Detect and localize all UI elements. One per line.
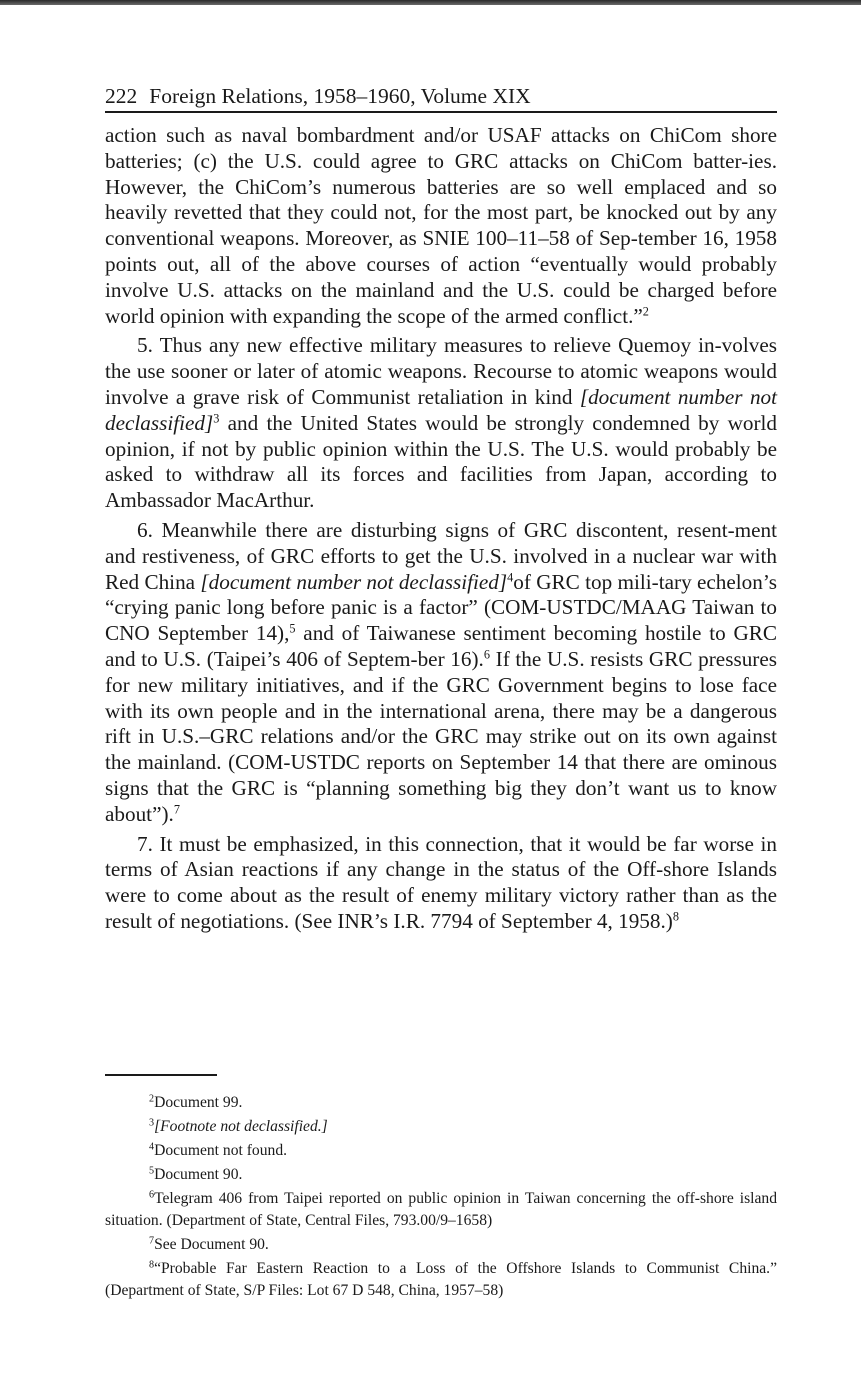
paragraph-text: and the United States would be strongly condemned by world opinion, if not by public opinion within the U.S. The U.S. would probably be asked to withdraw all its forces and facilities from Japan, according to Ambassador MacArthur. [105,410,777,513]
footnote [105,1116,777,1138]
footnote-number: 5 [149,1165,155,1177]
footnote-separator [105,1074,217,1076]
footnote-ref: 6 [483,647,490,662]
footnote-ref: 3 [213,411,220,426]
footnote-number: 7 [149,1235,155,1247]
paragraph-number: 6. [137,517,153,542]
paragraph-7 [105,832,777,935]
footnote [105,1258,777,1302]
footnote-number: 6 [149,1189,155,1201]
footnote-text: [Footnote not declassified.] [154,1118,328,1135]
footnote-ref: 2 [642,303,649,318]
redaction-note: [document number not declassified] [105,384,778,435]
paragraph-text: action such as naval bombardment and/or USAF attacks on ChiCom shore batteries; (c) the U.S. could agree to GRC attacks on ChiCom batter-ies. However, the ChiCom’s numerous batteries are so well emplaced and so heavily revetted that they could not, for the most part, be knocked out by any conventional weapons. Moreover, as SNIE 100–11–58 of Sep-tember 16, 1958 points out, all of the above courses of action “eventually would probably involve U.S. attacks on the mainland and the U.S. could be charged before world opinion with expanding the scope of the armed conflict.” [105,123,777,328]
paragraph-number: 7. [137,831,153,856]
paragraph-text: It must be emphasized, in this connection, that it would be far worse in terms of Asian reactions if any change in the status of the Off-shore Islands were to come about as the result of enemy military victory rather than as the result of negotiations. (See INR’s I.R. 7794 of September 4, 1958.) [105,831,778,933]
footnote [105,1140,777,1162]
document-page [105,82,777,939]
footnote-ref: 8 [672,909,679,924]
body-text [105,123,777,935]
redaction-note: [document number not declassified] [200,569,508,594]
footnote-text: Document 99. [154,1094,243,1111]
footnote [105,1234,777,1256]
paragraph-text: and of Taiwanese sentiment becoming hostile to GRC and to U.S. (Taipei’s 406 of Septem-ber 16). [105,621,778,671]
footnote [105,1164,777,1186]
footnote-ref: 5 [289,621,296,636]
footnote-number: 3 [149,1117,155,1129]
paragraph-5 [105,333,777,514]
paragraph-text: If the U.S. resists GRC pressures for new military initiatives, and if the GRC Government begins to lose face with its own people and in the international arena, there may be a dangerous rift in U.S.–GRC relations and/or the GRC may strike out on its own against the mainland. (COM-USTDC reports on September 14 that there are ominous signs that the GRC is “planning something big they don’t want us to know about”). [105,646,777,826]
footnote-text: Document 90. [154,1166,243,1183]
footnote-number: 4 [149,1141,155,1153]
page-number: 222 [105,84,138,108]
footnote-number: 8 [149,1259,155,1271]
footnote-ref: 7 [173,802,180,817]
footnote [105,1092,777,1114]
paragraph-continued [105,123,777,329]
paragraph-text: Thus any new effective military measures to relieve Quemoy in-volves the use sooner or later of atomic weapons. Recourse to atomic weapons would involve a grave risk of Communist retaliation in kind [105,333,777,409]
footnote-ref: 4 [507,569,514,584]
paragraph-text: of GRC top mili-tary echelon’s “crying panic long before panic is a factor” (COM-USTDC/MAAG Taiwan to CNO September 14), [105,569,778,646]
running-head [105,82,777,113]
footnote-text: Telegram 406 from Taipei reported on public opinion in Taiwan concerning the off-shore island situation. (Department of State, Central Files, 793.00/9–1658) [105,1190,777,1229]
paragraph-6 [105,518,777,828]
scan-top-edge [0,0,861,5]
footnote-text: Document not found. [154,1142,288,1159]
footnote-text: “Probable Far Eastern Reaction to a Loss of the Offshore Islands to Communist China.” (Department of State, S/P Files: Lot 67 D 548, China, 1957–58) [105,1260,777,1299]
footnote [105,1188,777,1232]
footnote-text: See Document 90. [154,1236,269,1253]
paragraph-text: Meanwhile there are disturbing signs of GRC discontent, resent-ment and restiveness, of GRC efforts to get the U.S. involved in a nuclear war with Red China [105,517,777,594]
footnotes [105,1092,777,1304]
footnote-number: 2 [149,1093,155,1105]
volume-title: Foreign Relations, 1958–1960, Volume XIX [149,84,531,108]
paragraph-number: 5. [137,333,153,358]
